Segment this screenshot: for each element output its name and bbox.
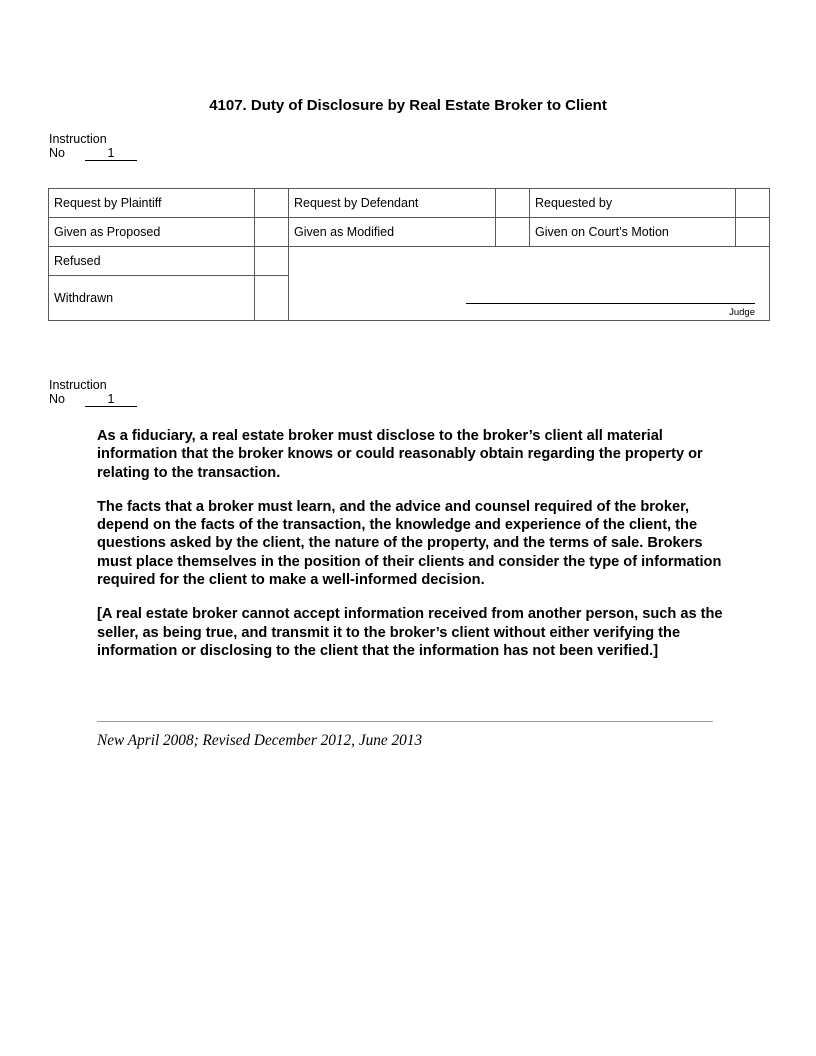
request-by-defendant-checkbox[interactable] xyxy=(496,189,530,218)
instruction-number-row xyxy=(49,392,137,407)
given-as-modified-checkbox[interactable] xyxy=(496,218,530,247)
no-label: No xyxy=(49,146,65,160)
request-row xyxy=(49,189,770,218)
instruction-number-field[interactable]: 1 xyxy=(85,147,137,161)
requested-by-label: Requested by xyxy=(530,189,736,218)
given-as-modified-label: Given as Modified xyxy=(289,218,496,247)
instruction-header xyxy=(49,132,137,161)
given-as-proposed-checkbox[interactable] xyxy=(255,218,289,247)
revision-history: New April 2008; Revised December 2012, June 2013 xyxy=(97,732,423,749)
instruction-number-row xyxy=(49,146,137,161)
given-on-courts-motion-label: Given on Court’s Motion xyxy=(530,218,736,247)
withdrawn-checkbox[interactable] xyxy=(255,276,289,321)
instruction-body-header xyxy=(49,378,137,407)
document-title: 4107. Duty of Disclosure by Real Estate Broker to Client xyxy=(209,97,607,114)
instruction-text xyxy=(97,427,727,676)
given-on-courts-motion-checkbox[interactable] xyxy=(736,218,770,247)
no-label: No xyxy=(49,392,65,406)
judge-label: Judge xyxy=(729,307,755,318)
requested-by-checkbox[interactable] xyxy=(736,189,770,218)
request-table xyxy=(48,188,770,321)
judge-signature-area xyxy=(289,247,770,321)
request-by-defendant-label: Request by Defendant xyxy=(289,189,496,218)
divider xyxy=(97,721,713,722)
given-as-proposed-label: Given as Proposed xyxy=(49,218,255,247)
request-by-plaintiff-label: Request by Plaintiff xyxy=(49,189,255,218)
judge-signature-line[interactable] xyxy=(466,303,755,304)
refused-row xyxy=(49,247,770,276)
withdrawn-label: Withdrawn xyxy=(49,276,255,321)
instruction-label: Instruction xyxy=(49,132,107,146)
request-by-plaintiff-checkbox[interactable] xyxy=(255,189,289,218)
instruction-label: Instruction xyxy=(49,378,107,392)
refused-label: Refused xyxy=(49,247,255,276)
instruction-paragraph: [A real estate broker cannot accept information received from another person, such as the seller, as being true, and transmit it to the broker’s client without either verifying the information or disclosing to the client that the information has not been verified.] xyxy=(97,606,723,659)
instruction-number-field[interactable]: 1 xyxy=(85,393,137,407)
instruction-paragraph: The facts that a broker must learn, and the advice and counsel required of the broker, depend on the facts of the transaction, the knowledge and experience of the client, the questions asked by the client, the nature of the property, and the terms of sale. Brokers must place themselves in the position of their clients and consider the type of information required for the client to make a well-informed decision. xyxy=(97,498,722,589)
refused-checkbox[interactable] xyxy=(255,247,289,276)
instruction-paragraph: As a fiduciary, a real estate broker must disclose to the broker’s client all material information that the broker knows or could reasonably obtain regarding the property or relating to the transaction. xyxy=(97,428,703,481)
given-row xyxy=(49,218,770,247)
